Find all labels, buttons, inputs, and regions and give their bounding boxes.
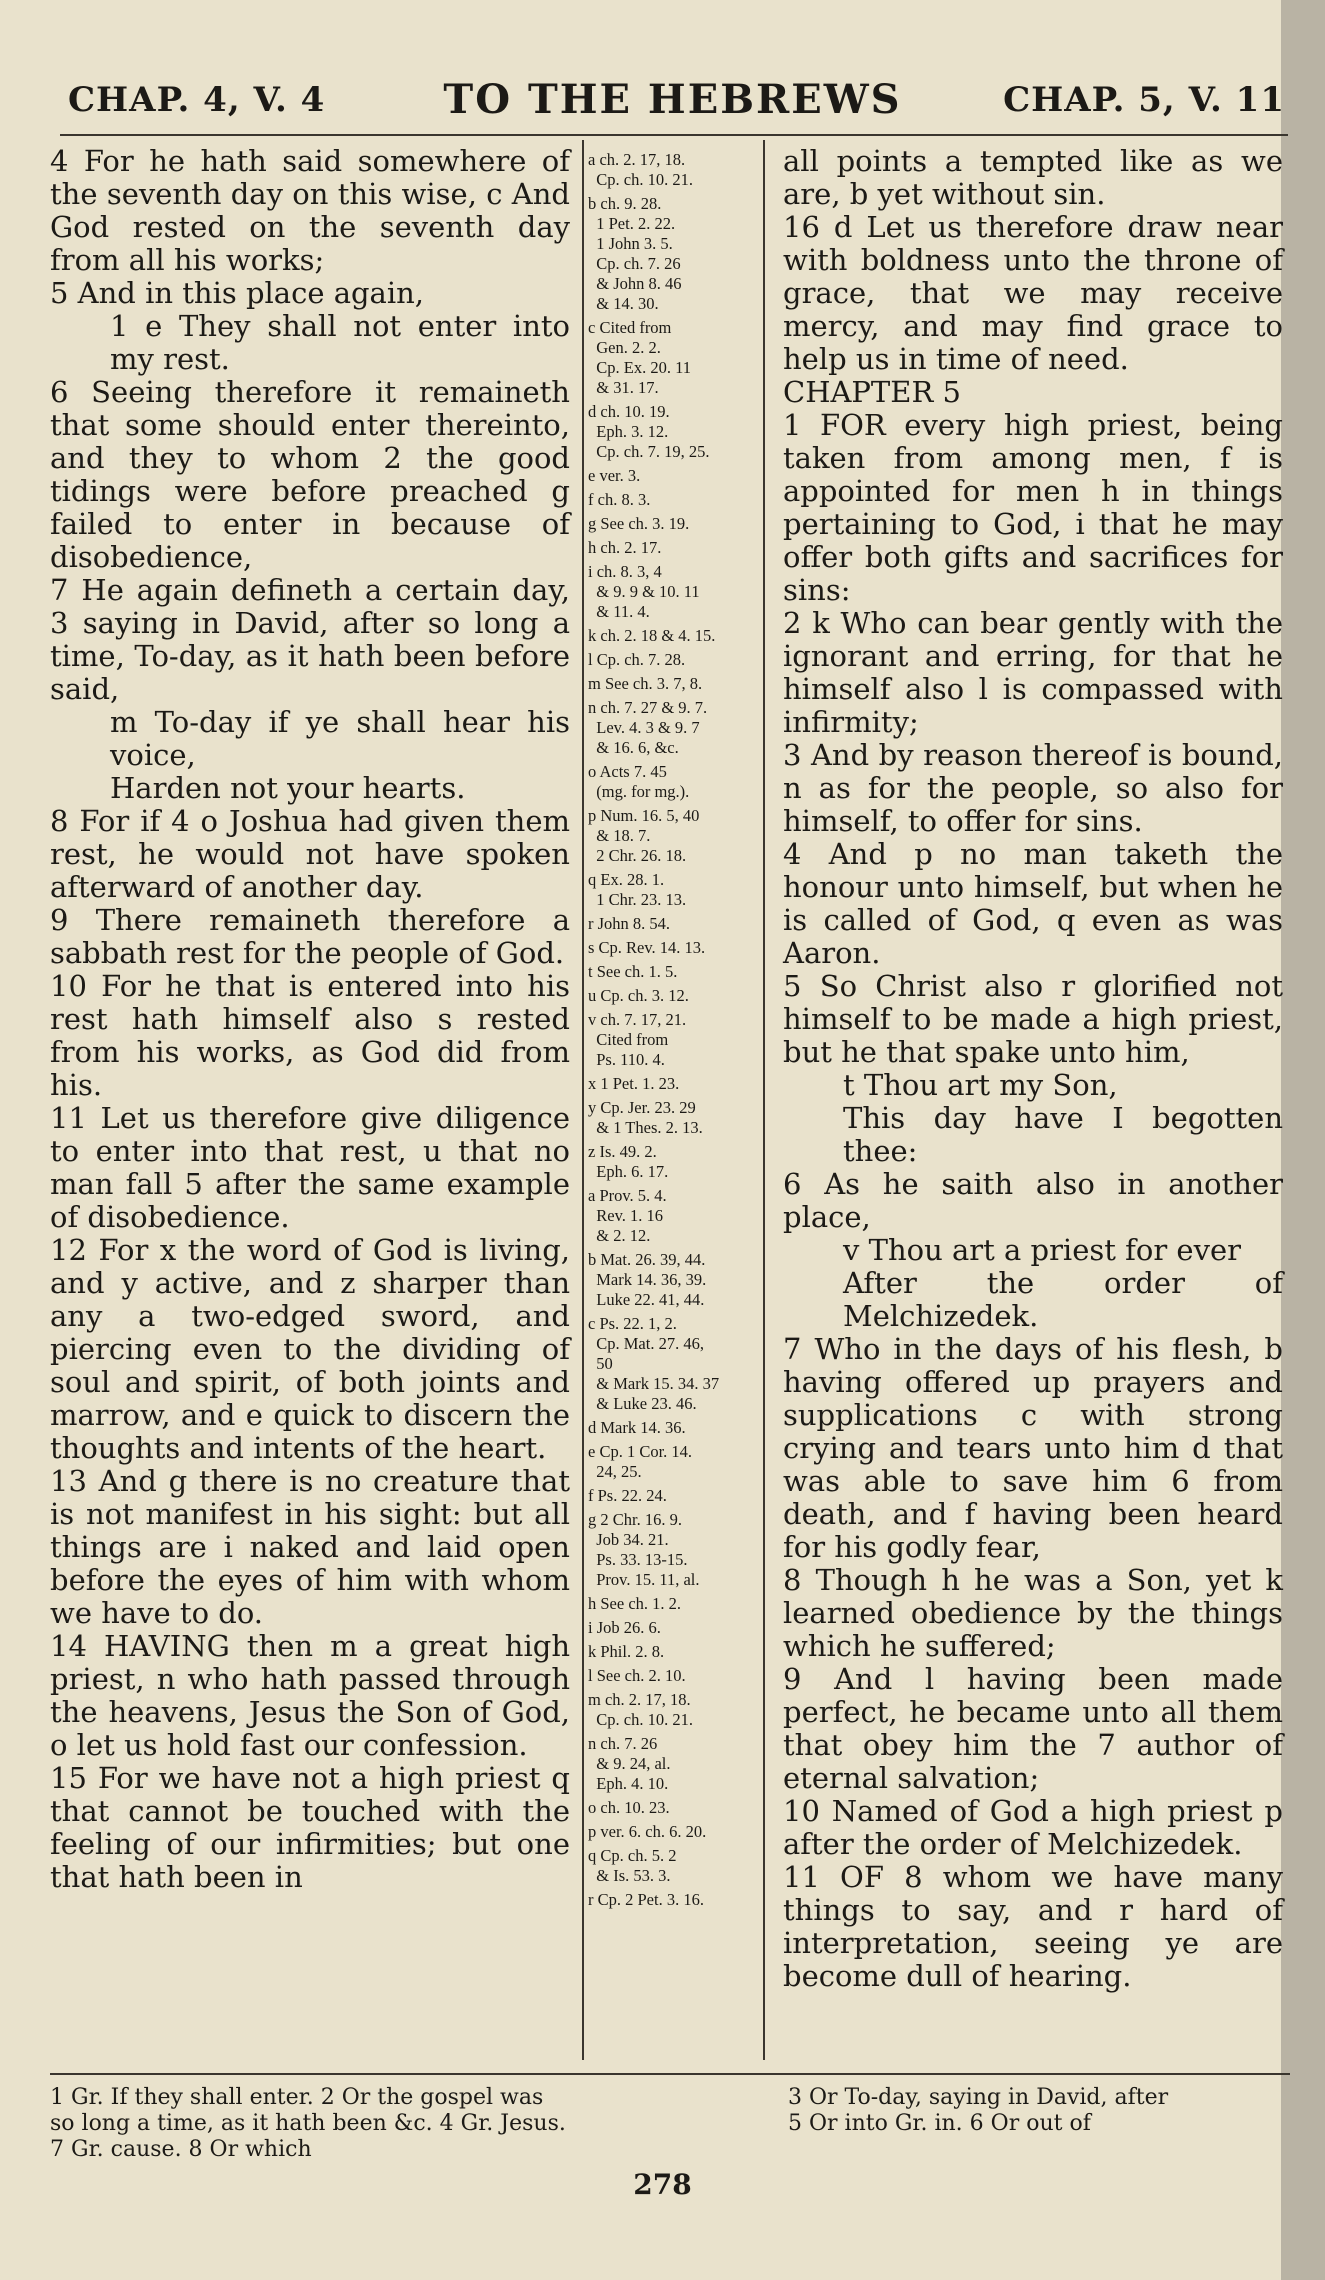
cross-reference: g See ch. 3. 19. bbox=[588, 514, 690, 533]
cross-reference: b Mat. 26. 39, 44. Mark 14. 36, 39. Luke 22. 41, 44. bbox=[588, 1250, 707, 1309]
verse: 15 For we have not a high priest q that cannot be touched with the feeling of our infirmities; but one that hath been in bbox=[50, 1761, 570, 1894]
verse: 6 Seeing therefore it remaineth that some should enter thereinto, and they to whom 2 the good tidings were before preached g failed to enter in because of disobedience, bbox=[50, 375, 570, 574]
footnotes-left bbox=[50, 2085, 770, 2163]
cross-reference: f ch. 8. 3. bbox=[588, 490, 651, 509]
footnote-line: 3 Or To-day, saying in David, after bbox=[788, 2085, 1169, 2110]
text-column-right bbox=[783, 145, 1283, 1993]
header-right: CHAP. 5, V. 11 bbox=[1003, 80, 1285, 120]
verse: 11 Let us therefore give diligence to enter into that rest, u that no man fall 5 after the same example of disobedience. bbox=[50, 1101, 570, 1234]
verse: 10 Named of God a high priest p after the order of Melchizedek. bbox=[783, 1794, 1283, 1861]
cross-reference: p ver. 6. ch. 6. 20. bbox=[588, 1822, 707, 1841]
cross-reference: x 1 Pet. 1. 23. bbox=[588, 1074, 680, 1093]
quotation-line: m To-day if ye shall hear his voice, bbox=[110, 705, 570, 772]
verse: 8 Though h he was a Son, yet k learned obedience by the things which he suffered; bbox=[783, 1563, 1283, 1663]
cross-reference: p Num. 16. 5, 40 & 18. 7. 2 Chr. 26. 18. bbox=[588, 806, 700, 865]
quotation-line: t Thou art my Son, bbox=[843, 1068, 1118, 1102]
cross-reference: h ch. 2. 17. bbox=[588, 538, 662, 557]
cross-reference: r John 8. 54. bbox=[588, 914, 671, 933]
cross-reference: c Cited from Gen. 2. 2. Cp. Ex. 20. 11 & 31. 17. bbox=[588, 318, 691, 397]
header-title: TO THE HEBREWS bbox=[443, 76, 902, 123]
verse: all points a tempted like as we are, b yet without sin. bbox=[783, 144, 1283, 211]
cross-reference: g 2 Chr. 16. 9. Job 34. 21. Ps. 33. 13-15. Prov. 15. 11, al. bbox=[588, 1510, 700, 1589]
verse: 8 For if 4 o Joshua had given them rest, he would not have spoken afterward of another day. bbox=[50, 804, 570, 904]
cross-reference: k ch. 2. 18 & 4. 15. bbox=[588, 626, 716, 645]
verse: 6 As he saith also in another place, bbox=[783, 1167, 1283, 1234]
quotation-line: After the order of Melchizedek. bbox=[843, 1266, 1283, 1333]
footnote-line: so long a time, as it hath been &c. 4 Gr. Jesus. bbox=[50, 2111, 566, 2136]
cross-reference: d Mark 14. 36. bbox=[588, 1418, 686, 1437]
chapter-heading: CHAPTER 5 bbox=[783, 375, 961, 409]
verse: 13 And g there is no creature that is not manifest in his sight: but all things are i naked and laid open before the eyes of him with whom we have to do. bbox=[50, 1464, 570, 1630]
cross-reference: i ch. 8. 3, 4 & 9. 9 & 10. 11 & 11. 4. bbox=[588, 562, 700, 621]
footnote-line: 5 Or into Gr. in. 6 Or out of bbox=[788, 2111, 1091, 2136]
cross-reference: l Cp. ch. 7. 28. bbox=[588, 650, 686, 669]
verse: 4 And p no man taketh the honour unto himself, but when he is called of God, q even as was Aaron. bbox=[783, 837, 1283, 970]
cross-reference: a Prov. 5. 4. Rev. 1. 16 & 2. 12. bbox=[588, 1186, 667, 1245]
verse: 10 For he that is entered into his rest hath himself also s rested from his works, as God did from his. bbox=[50, 969, 570, 1102]
header-rule bbox=[60, 134, 1288, 136]
running-header bbox=[60, 70, 1285, 130]
verse-paragraph-start: 14 HAVING then m a great high priest, n who hath passed through the heavens, Jesus the Son of God, o let us hold fast our confession. bbox=[50, 1629, 570, 1762]
cross-reference: y Cp. Jer. 23. 29 & 1 Thes. 2. 13. bbox=[588, 1098, 703, 1137]
cross-reference: h See ch. 1. 2. bbox=[588, 1594, 682, 1613]
cross-reference: b ch. 9. 28. 1 Pet. 2. 22. 1 John 3. 5. Cp. ch. 7. 26 & John 8. 46 & 14. 30. bbox=[588, 194, 682, 313]
verse: 5 And in this place again, bbox=[50, 276, 425, 310]
footnote-rule bbox=[50, 2073, 1290, 2075]
cross-reference: l See ch. 2. 10. bbox=[588, 1666, 686, 1685]
cross-reference: s Cp. Rev. 14. 13. bbox=[588, 938, 706, 957]
verse: 5 So Christ also r glorified not himself to be made a high priest, but he that spake unto him, bbox=[783, 969, 1283, 1069]
cross-reference: o ch. 10. 23. bbox=[588, 1798, 670, 1817]
verse: 12 For x the word of God is living, and y active, and z sharper than any a two-edged sword, and piercing even to the dividing of soul and spirit, of both joints and marrow, and e quick to discern the thoughts and intents of the heart. bbox=[50, 1233, 570, 1465]
cross-reference: e Cp. 1 Cor. 14. 24, 25. bbox=[588, 1442, 693, 1481]
verse: 3 And by reason thereof is bound, n as for the people, so also for himself, to offer for sins. bbox=[783, 738, 1283, 838]
cross-reference: z Is. 49. 2. Eph. 6. 17. bbox=[588, 1142, 669, 1181]
cross-reference: q Cp. ch. 5. 2 & Is. 53. 3. bbox=[588, 1846, 677, 1885]
verse: 4 For he hath said somewhere of the seventh day on this wise, c And God rested on the seventh day from all his works; bbox=[50, 144, 570, 277]
verse: 16 d Let us therefore draw near with boldness unto the throne of grace, that we may receive mercy, and may find grace to help us in time of need. bbox=[783, 210, 1283, 376]
cross-reference: d ch. 10. 19. Eph. 3. 12. Cp. ch. 7. 19, 25. bbox=[588, 402, 710, 461]
quotation-line: 1 e They shall not enter into my rest. bbox=[110, 309, 570, 376]
page-number: 278 bbox=[633, 2168, 692, 2201]
verse: 9 There remaineth therefore a sabbath rest for the people of God. bbox=[50, 903, 570, 970]
quotation-line: This day have I begotten thee: bbox=[843, 1101, 1283, 1168]
quotation-line: v Thou art a priest for ever bbox=[843, 1233, 1241, 1267]
verse-paragraph-start: 1 FOR every high priest, being taken from among men, f is appointed for men h in things pertaining to God, i that he may offer both gifts and sacrifices for sins: bbox=[783, 408, 1283, 607]
cross-reference: e ver. 3. bbox=[588, 466, 641, 485]
cross-reference-column bbox=[588, 150, 783, 1914]
cross-reference: q Ex. 28. 1. 1 Chr. 23. 13. bbox=[588, 870, 687, 909]
page-gutter bbox=[1281, 0, 1325, 2280]
verse: 9 And l having been made perfect, he became unto all them that obey him the 7 author of eternal salvation; bbox=[783, 1662, 1283, 1795]
verse: 2 k Who can bear gently with the ignorant and erring, for that he himself also l is compassed with infirmity; bbox=[783, 606, 1283, 739]
cross-reference: o Acts 7. 45 (mg. for mg.). bbox=[588, 762, 690, 801]
footnote-line: 1 Gr. If they shall enter. 2 Or the gospel was bbox=[50, 2085, 544, 2110]
cross-reference: k Phil. 2. 8. bbox=[588, 1642, 665, 1661]
footnote-line: 7 Gr. cause. 8 Or which bbox=[50, 2137, 312, 2162]
cross-reference: m See ch. 3. 7, 8. bbox=[588, 674, 703, 693]
cross-reference: n ch. 7. 26 & 9. 24, al. Eph. 4. 10. bbox=[588, 1734, 671, 1793]
cross-reference: u Cp. ch. 3. 12. bbox=[588, 986, 689, 1005]
verse: 7 Who in the days of his flesh, b having offered up prayers and supplications c with strong crying and tears unto him d that was able to save him 6 from death, and f having been heard for his godly fear, bbox=[783, 1332, 1283, 1564]
cross-reference: a ch. 2. 17, 18. Cp. ch. 10. 21. bbox=[588, 150, 693, 189]
cross-reference: m ch. 2. 17, 18. Cp. ch. 10. 21. bbox=[588, 1690, 693, 1729]
cross-reference: v ch. 7. 17, 21. Cited from Ps. 110. 4. bbox=[588, 1010, 687, 1069]
verse: 7 He again defineth a certain day, 3 saying in David, after so long a time, To-day, as it hath been before said, bbox=[50, 573, 570, 706]
quotation-line: Harden not your hearts. bbox=[110, 771, 466, 805]
cross-reference: c Ps. 22. 1, 2. Cp. Mat. 27. 46, 50 & Mark 15. 34. 37 & Luke 23. 46. bbox=[588, 1314, 720, 1413]
text-column-left bbox=[50, 145, 570, 1894]
column-divider-left bbox=[582, 140, 584, 2060]
footnotes-right bbox=[788, 2085, 1288, 2137]
cross-reference: f Ps. 22. 24. bbox=[588, 1486, 667, 1505]
cross-reference: r Cp. 2 Pet. 3. 16. bbox=[588, 1890, 704, 1909]
verse-paragraph-start: 11 OF 8 whom we have many things to say, and r hard of interpretation, seeing ye are become dull of hearing. bbox=[783, 1860, 1283, 1993]
cross-reference: n ch. 7. 27 & 9. 7. Lev. 4. 3 & 9. 7 & 16. 6, &c. bbox=[588, 698, 708, 757]
cross-reference: t See ch. 1. 5. bbox=[588, 962, 678, 981]
cross-reference: i Job 26. 6. bbox=[588, 1618, 661, 1637]
header-left: CHAP. 4, V. 4 bbox=[68, 80, 326, 120]
